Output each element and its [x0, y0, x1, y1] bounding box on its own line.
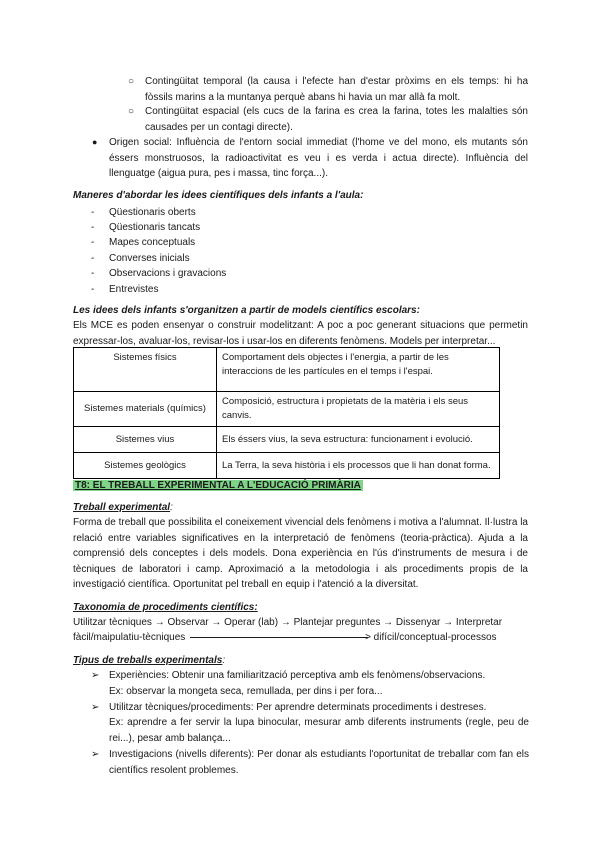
models-paragraph: Els MCE es poden ensenyar o construir modelitzant: A poc a poc generant situacions que permetin expressar-los, avaluar-los, revisar-los i usar-los en diferents fenòmens. Models per interpretar...: [73, 320, 528, 347]
list-item-temporal: Contingüitat temporal (la causa i l'efecte han d'estar pròxims en els temps: hi ha fòssils marins a la muntanya perquè abans hi havia un mar allà fa molt.: [145, 76, 528, 103]
dash-bullet-icon: -: [91, 237, 95, 248]
table-cell-desc: La Terra, la seva història i els processos que li han donat forma.: [217, 453, 500, 479]
tipus-heading-text: Tipus de treballs experimentals: [73, 655, 223, 666]
treball-heading-text: Treball experimental: [73, 502, 171, 513]
table-row: [74, 392, 500, 427]
list-item: Qüestionaris tancats: [109, 222, 201, 233]
table-cell-desc: Comportament dels objectes i l'energia, a partir de les interaccions de les partícules en el temps i l'espai.: [217, 348, 500, 392]
list-item: Observacions i gravacions: [109, 268, 227, 279]
dash-bullet-icon: -: [91, 207, 95, 218]
table-cell-name: Sistemes geològics: [74, 453, 217, 479]
arrowhead-bullet-icon: ➢: [91, 749, 100, 760]
t8-title-highlight: T8: EL TREBALL EXPERIMENTAL A L'EDUCACIÓ PRIMÀRIA: [75, 480, 361, 491]
dash-bullet-icon: -: [91, 222, 95, 233]
tipus-item-line: Utilitzar tècniques/procediments: Per aprendre determinats procediments i destreses.: [109, 702, 487, 713]
dash-bullet-icon: -: [91, 253, 95, 264]
tipus-item-example: Ex: observar la mongeta seca, remullada, per dins i per fora...: [109, 686, 383, 697]
list-item: Qüestionaris oberts: [109, 207, 196, 218]
tipus-item-line: Experiències: Obtenir una familiarització perceptiva amb els fenòmens/observacions.: [109, 670, 486, 681]
table-cell-desc: Els éssers vius, la seva estructura: funcionament i evolució.: [217, 427, 500, 453]
list-item-espacial: Contingüitat espacial (els cucs de la farina es crea la farina, totes les malalties són causades per un contagi directe).: [145, 106, 528, 133]
tipus-heading: [73, 653, 225, 669]
taxonomia-hard-label: > difícil/conceptual-processos: [365, 632, 497, 643]
list-item-origen-social: [109, 135, 528, 182]
list-item: Entrevistes: [109, 284, 159, 295]
tipus-item-example: Ex: aprendre a fer servir la lupa binocular, mesurar amb diferents instruments (regle, peu de rei...), pesar amb balança...: [109, 717, 529, 744]
disc-bullet-icon: ●: [92, 137, 98, 147]
table-cell-name: Sistemes vius: [74, 427, 217, 453]
dash-bullet-icon: -: [91, 268, 95, 279]
arrowhead-bullet-icon: ➢: [91, 670, 100, 681]
section-heading-models: Les idees dels infants s'organitzen a partir de models científics escolars:: [73, 305, 420, 316]
treball-heading: [73, 500, 173, 516]
taxonomia-line-1: Utilitzar tècniques → Observar → Operar (lab) → Plantejar preguntes → Dissenyar → Interpretar: [73, 617, 503, 628]
section-heading-maneres: Maneres d'abordar les idees científiques dels infants a l'aula:: [73, 190, 364, 201]
tipus-heading-colon: :: [222, 655, 226, 666]
table-row: [74, 427, 500, 453]
arrowhead-bullet-icon: ➢: [91, 702, 100, 713]
tipus-item-line: Investigacions (nivells diferents): Per donar als estudiants l'oportunitat de treballar com fan els científics resolent problemes.: [109, 749, 529, 776]
table-cell-desc: Composició, estructura i propietats de la matèria i els seus canvis.: [217, 392, 500, 427]
list-item: Converses inicials: [109, 253, 190, 264]
table-row: [74, 453, 500, 479]
treball-paragraph: Forma de treball que possibilita el coneixement vivencial dels fenòmens i motiva a l'alumnat. Il·lustra la relació entre variables significatives en la interpretació de fenòmens (teoria-pràctica). Ajuda a la comprensió dels conceptes i dels models. Dona experiència en l'ús d'instruments de mesura i de tècniques de laboratori i camp. Aproximació a la metodologia i als procediments propis de la investigació científica. Oportunitat pel treball en equip i l'atenció a la diversitat.: [73, 517, 528, 590]
treball-heading-colon: :: [170, 502, 173, 513]
origen-social-label: Origen social:: [109, 137, 172, 148]
table-cell-name: Sistemes materials (químics): [74, 392, 217, 427]
taxonomia-easy-label: fàcil/maipulatiu-tècniques: [73, 632, 186, 643]
origen-social-text: Influència de l'entorn social immediat (l'home ve del mono, els mutants són éssers monstruosos, la radioactivitat es veu i es verda i actua directe). Influència del llenguatge (aigua pura, pes i massa, tinc força...).: [109, 137, 528, 179]
taxonomia-heading: Taxonomia de procediments científics:: [73, 602, 258, 613]
taxonomia-line-2: [73, 630, 528, 646]
circle-bullet-icon: ○: [128, 76, 135, 87]
circle-bullet-icon: ○: [128, 106, 135, 117]
long-arrow-line: [190, 637, 368, 638]
list-item: Mapes conceptuals: [109, 237, 196, 248]
table-row: [74, 348, 500, 392]
table-cell-name: Sistemes físics: [74, 348, 217, 392]
section-title-t8: [73, 478, 363, 494]
dash-bullet-icon: -: [91, 284, 95, 295]
systems-table: [73, 347, 500, 479]
